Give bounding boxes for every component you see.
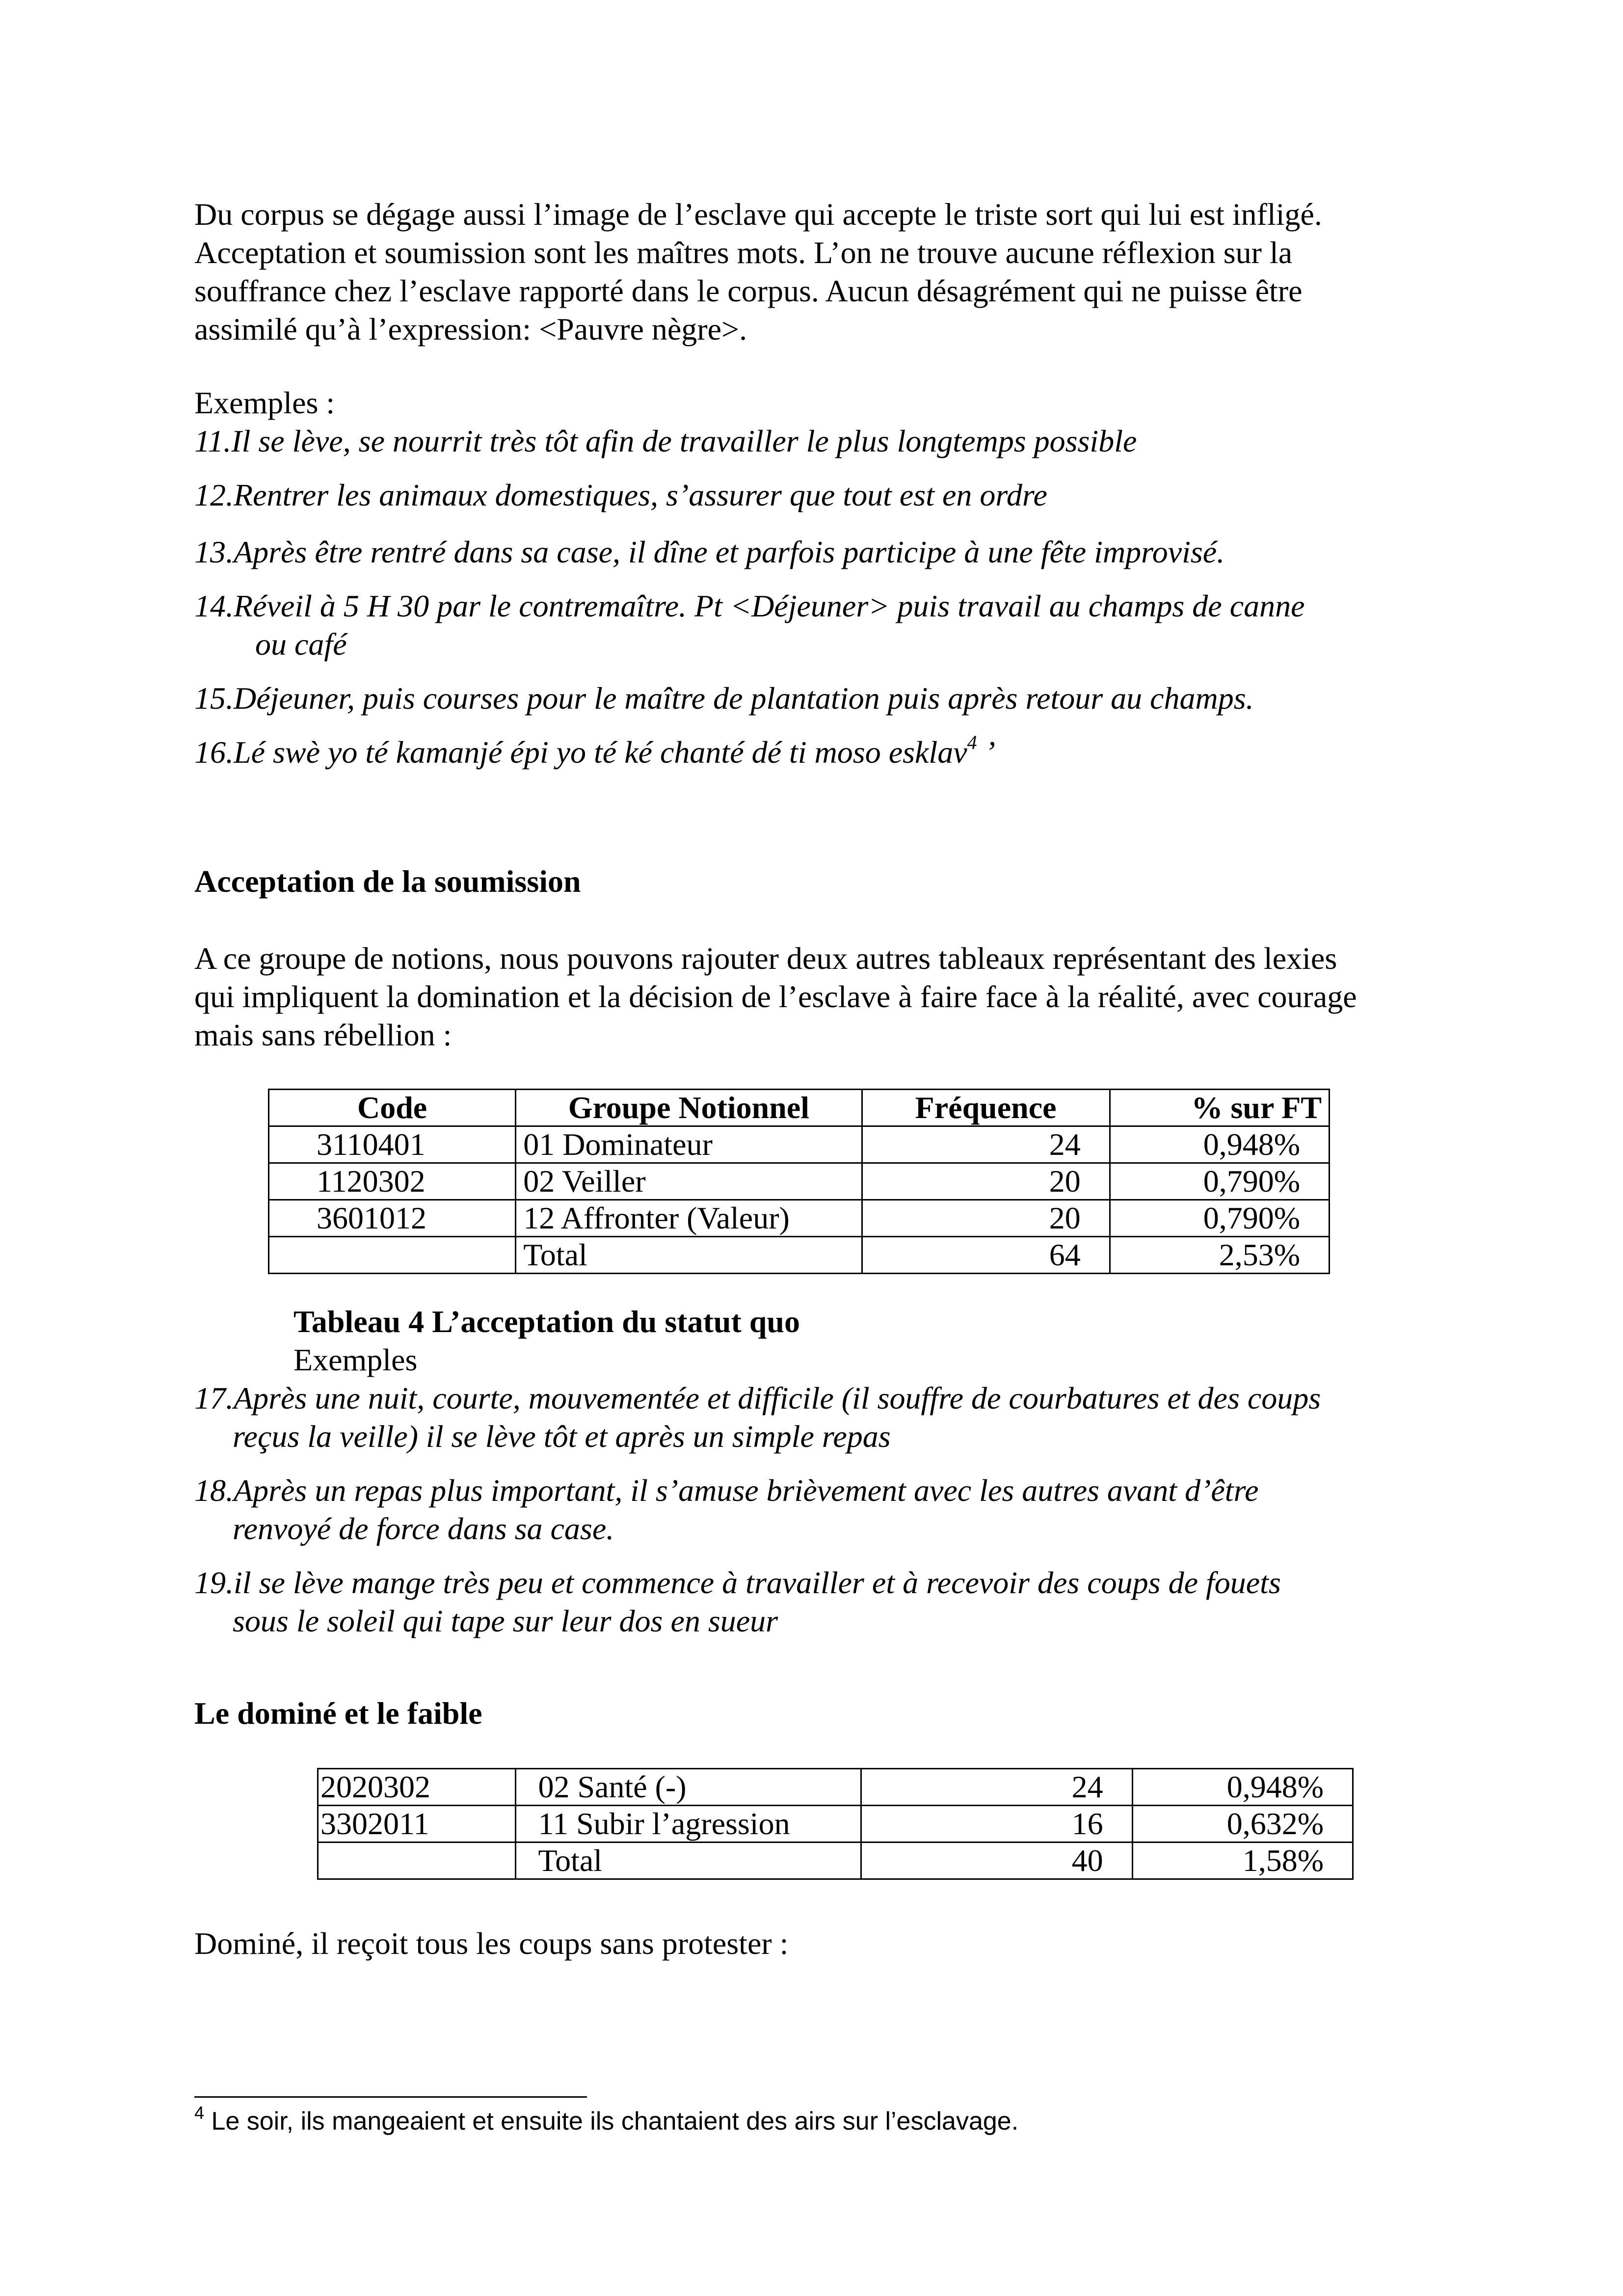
table-cell: Total (516, 1842, 861, 1879)
section-line: mais sans rébellion : (194, 1017, 452, 1052)
table-row-total (318, 1842, 1353, 1879)
example-item-19: 19.il se lève mange très peu et commence à travailler et à recevoir des coups de fouets sous le soleil qui tape sur leur dos en sueur (194, 1564, 1519, 1640)
section-line: A ce groupe de notions, nous pouvons rajouter deux autres tableaux représentant des lexies (194, 941, 1337, 976)
example-item-continuation: sous le soleil qui tape sur leur dos en sueur (233, 1603, 778, 1638)
section-line: qui impliquent la domination et la décision de l’esclave à faire face à la réalité, avec courage (194, 979, 1357, 1014)
table-caption: Tableau 4 L’acceptation du statut quo (293, 1304, 800, 1339)
footnote (194, 2102, 1019, 2137)
table-header-row (269, 1090, 1330, 1126)
column-header: Groupe Notionnel (516, 1090, 862, 1126)
example-item-13: 13.Après être rentré dans sa case, il dîne et parfois participe à une fête improvisé. (194, 534, 1225, 569)
column-header: Fréquence (862, 1090, 1110, 1126)
column-header: Code (269, 1090, 516, 1126)
example-item-15: 15.Déjeuner, puis courses pour le maître de plantation puis après retour au champs. (194, 681, 1254, 716)
examples-label: Exemples (293, 1342, 418, 1377)
example-item-18: 18.Après un repas plus important, il s’amuse brièvement avec les autres avant d’être renvoyé de force dans sa case. (194, 1471, 1519, 1548)
section-heading: Acceptation de la soumission (194, 864, 581, 899)
example-item-continuation: ou café (255, 627, 347, 662)
table-cell: 16 (861, 1806, 1133, 1842)
footnote-ref: 4 (967, 731, 977, 753)
example-item-continuation: reçus la veille) il se lève tôt et après un simple repas (233, 1419, 891, 1454)
table-cell: 3110401 (269, 1126, 516, 1163)
intro-line: souffrance chez l’esclave rapporté dans le corpus. Aucun désagrément qui ne puisse être (194, 273, 1303, 308)
table-cell: 3601012 (269, 1200, 516, 1237)
table-cell: 1,58% (1132, 1842, 1353, 1879)
table-cell (269, 1237, 516, 1274)
table-cell: 24 (862, 1126, 1110, 1163)
table-domine (317, 1768, 1354, 1880)
intro-paragraph (194, 195, 1431, 348)
table-cell: 20 (862, 1200, 1110, 1237)
table-cell: 40 (861, 1842, 1133, 1879)
table-row (318, 1806, 1353, 1842)
table-cell: Total (516, 1237, 862, 1274)
intro-line: assimilé qu’à l’expression: <Pauvre nègre>. (194, 312, 747, 347)
table-cell: 2,53% (1110, 1237, 1329, 1274)
table-row (318, 1769, 1353, 1806)
footnote-separator (194, 2096, 587, 2098)
table-row-total (269, 1237, 1330, 1274)
example-item-14: 14.Réveil à 5 H 30 par le contremaître. Pt <Déjeuner> puis travail au champs de canne ou café (194, 587, 1519, 664)
table-row (269, 1126, 1330, 1163)
table-row (269, 1163, 1330, 1200)
footnote-number: 4 (194, 2102, 205, 2123)
table-cell: 0,790% (1110, 1200, 1329, 1237)
table-cell: 2020302 (318, 1769, 516, 1806)
column-header: % sur FT (1110, 1090, 1329, 1126)
examples-label: Exemples : (194, 385, 335, 420)
table-cell (318, 1842, 516, 1879)
example-item-11: 11.Il se lève, se nourrit très tôt afin de travailler le plus longtemps possible (194, 424, 1137, 458)
table-cell: 0,790% (1110, 1163, 1329, 1200)
table-cell: 02 Veiller (516, 1163, 862, 1200)
closing-sentence: Dominé, il reçoit tous les coups sans protester : (194, 1926, 789, 1961)
table-cell: 24 (861, 1769, 1133, 1806)
intro-line: Du corpus se dégage aussi l’image de l’esclave qui accepte le triste sort qui lui est infligé. (194, 197, 1322, 232)
table-cell: 0,948% (1132, 1769, 1353, 1806)
section-heading: Le dominé et le faible (194, 1696, 482, 1731)
table-cell: 0,632% (1132, 1806, 1353, 1842)
footnote-text: Le soir, ils mangeaient et ensuite ils chantaient des airs sur l’esclavage. (204, 2107, 1019, 2136)
table-cell: 0,948% (1110, 1126, 1329, 1163)
example-item-continuation: renvoyé de force dans sa case. (233, 1511, 614, 1546)
table-cell: 20 (862, 1163, 1110, 1200)
intro-line: Acceptation et soumission sont les maîtres mots. L’on ne trouve aucune réflexion sur la (194, 235, 1293, 270)
example-item-16: 16.Lé swè yo té kamanjé épi yo té ké chanté dé ti moso esklav$^4$ ’ (194, 731, 995, 770)
section-paragraph (194, 939, 1431, 1054)
table-cell: 01 Dominateur (516, 1126, 862, 1163)
table-cell: 3302011 (318, 1806, 516, 1842)
table-cell: 02 Santé (-) (516, 1769, 861, 1806)
table-acceptation (268, 1089, 1330, 1274)
table-cell: 64 (862, 1237, 1110, 1274)
table-cell: 1120302 (269, 1163, 516, 1200)
example-item-12: 12.Rentrer les animaux domestiques, s’assurer que tout est en ordre (194, 478, 1047, 512)
table-cell: 12 Affronter (Valeur) (516, 1200, 862, 1237)
table-row (269, 1200, 1330, 1237)
table-cell: 11 Subir l’agression (516, 1806, 861, 1842)
example-item-17: 17.Après une nuit, courte, mouvementée et difficile (il souffre de courbatures et des coups reçus la veille) il se lève tôt et après un simple repas (194, 1379, 1519, 1456)
